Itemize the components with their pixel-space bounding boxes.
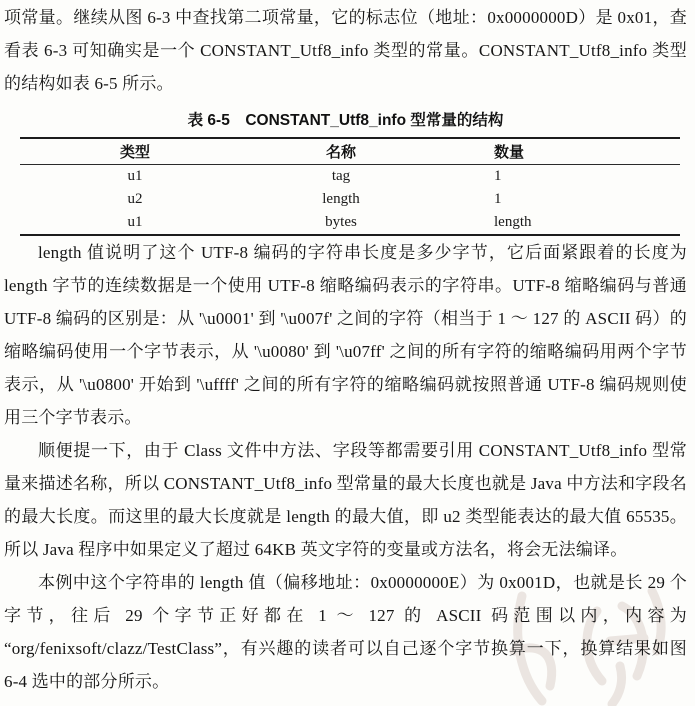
cell-type: u2 [127,191,143,207]
cell-quantity: 1 [494,168,502,184]
paragraph-intro: 项常量。继续从图 6-3 中查找第二项常量，它的标志位（地址：0x0000000D）是 0x01，查看表 6-3 可知确实是一个 CONSTANT_Utf8_info 类型的常量。CONSTANT_Utf8_info 类型的结构如表 6-5 所示。 [4,8,687,93]
table-row [20,211,680,235]
cell-type: u1 [127,168,143,184]
cell-name: length [322,191,360,207]
constant-utf8-structure-table [20,137,680,236]
column-header-type: 类型 [20,138,250,165]
cell-name: tag [331,168,351,184]
cell-quantity: 1 [494,191,502,207]
paragraph-max-length: 顺便提一下，由于 Class 文件中方法、字段等都需要引用 CONSTANT_Utf8_info 型常量来描述名称，所以 CONSTANT_Utf8_info 型常量的最大长度也就是 Java 中方法和字段名的最大长度。而这里的最大长度就是 length 的最大值，即 u2 类型能表达的最大值 65535。所以 Java 程序中如果定义了超过 64KB 英文字符的变量或方法名，将会无法编译。 [4,441,687,559]
table-caption: 表 6-5 CONSTANT_Utf8_info 型常量的结构 [187,112,504,129]
cell-name: bytes [325,214,357,230]
table-row [20,165,680,189]
table-row [20,188,680,211]
paragraph-example: 本例中这个字符串的 length 值（偏移地址：0x0000000E）为 0x001D，也就是长 29 个字节，往后 29 个字节正好都在 1 ～ 127 的 ASCII 码范围以内，内容为 “org/fenixsoft/clazz/TestClass”，有兴趣的读者可以自己逐个字节换算一下，换算结果如图 6-4 选中的部分所示。 [4,573,687,691]
cell-quantity: length [494,214,532,230]
column-header-quantity: 数量 [432,138,680,165]
cell-type: u1 [127,214,143,230]
table-header-row [20,138,680,165]
paragraph-utf8-encoding: length 值说明了这个 UTF-8 编码的字符串长度是多少字节，它后面紧跟着的长度为 length 字节的连续数据是一个使用 UTF-8 缩略编码表示的字符串。UTF-8 缩略编码与普通 UTF-8 编码的区别是：从 '\u0001' 到 '\u007f' 之间的字符（相当于 1 ～ 127 的 ASCII 码）的缩略编码使用一个字节表示，从 '\u0080' 到 '\u07ff' 之间的所有字符的缩略编码用两个字节表示，从 '\u0800' 开始到 '\uffff' 之间的所有字符的缩略编码就按照普通 UTF-8 编码规则使用三个字节表示。 [4,243,687,427]
column-header-name: 名称 [250,138,432,165]
